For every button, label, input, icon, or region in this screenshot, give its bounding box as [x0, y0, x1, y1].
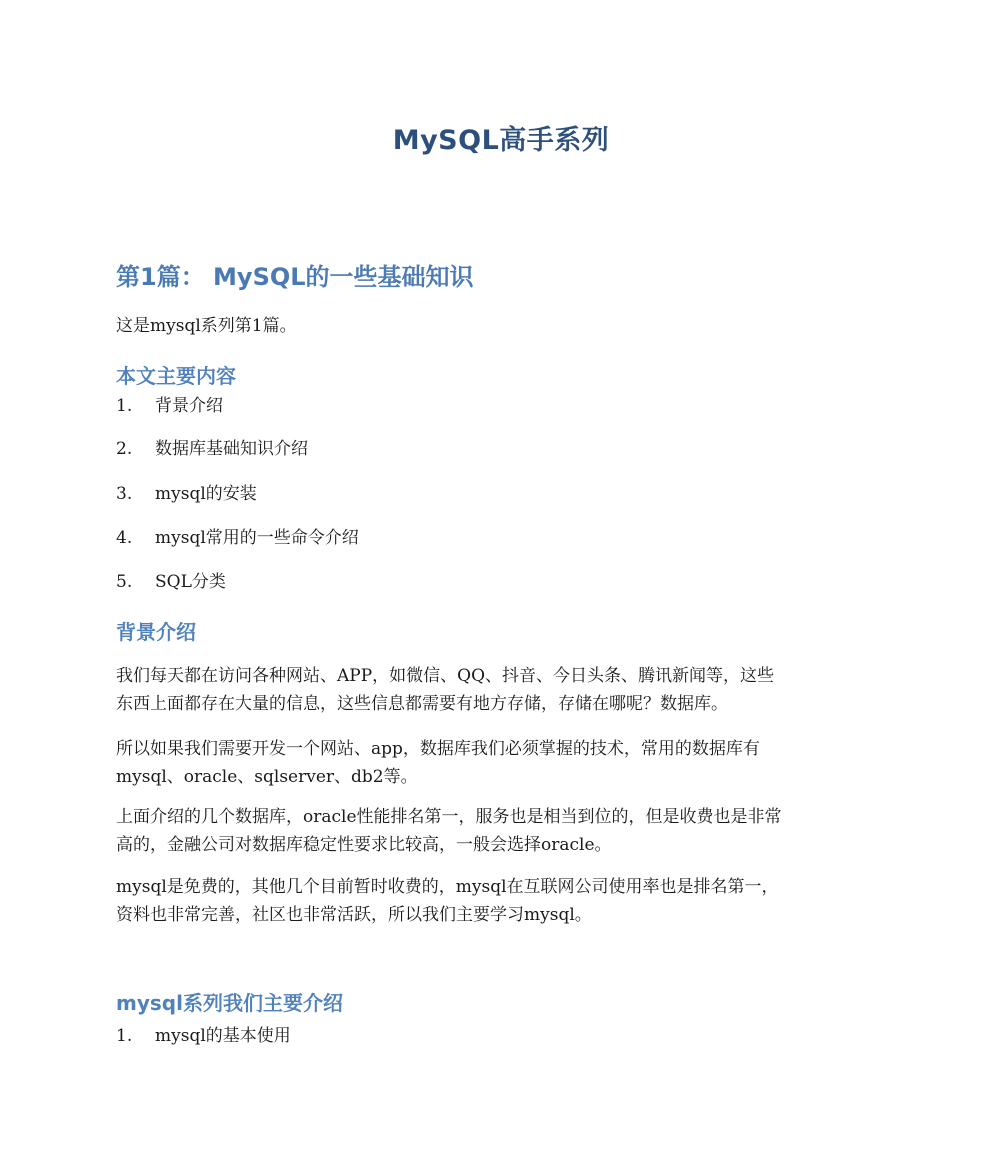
toc-item: [116, 394, 223, 418]
background-paragraph: [116, 803, 896, 859]
list-text: mysql的安装: [155, 484, 257, 504]
list-text: SQL分类: [155, 572, 226, 592]
intro-paragraph: 这是mysql系列第1篇。: [116, 316, 297, 336]
list-number: 1.: [116, 396, 133, 416]
toc-item: [116, 526, 359, 550]
list-text: mysql的基本使用: [155, 1026, 291, 1046]
background-heading: 背景介绍: [116, 620, 196, 644]
list-number: 1.: [116, 1026, 133, 1046]
list-text: 数据库基础知识介绍: [155, 439, 308, 459]
list-number: 4.: [116, 528, 133, 548]
paragraph-line: 所以如果我们需要开发一个网站、app，数据库我们必须掌握的技术，常用的数据库有: [116, 739, 760, 759]
paragraph-line: mysql是免费的，其他几个目前暂时收费的，mysql在互联网公司使用率也是排名第一，: [116, 877, 779, 897]
paragraph-line: 上面介绍的几个数据库，oracle性能排名第一，服务也是相当到位的，但是收费也是非常: [116, 807, 782, 827]
paragraph-line: mysql、oracle、sqlserver、db2等。: [116, 767, 418, 787]
paragraph-line: 高的，金融公司对数据库稳定性要求比较高，一般会选择oracle。: [116, 835, 612, 855]
paragraph-line: 我们每天都在访问各种网站、APP，如微信、QQ、抖音、今日头条、腾讯新闻等，这些: [116, 666, 775, 686]
series-item: [116, 1024, 291, 1048]
list-number: 2.: [116, 439, 133, 459]
list-number: 5.: [116, 572, 133, 592]
background-paragraph: [116, 735, 896, 791]
document-title: MySQL高手系列: [392, 125, 610, 156]
background-paragraph: [116, 873, 896, 929]
toc-item: [116, 437, 308, 461]
background-paragraph: [116, 662, 896, 718]
paragraph-line: 资料也非常完善，社区也非常活跃，所以我们主要学习mysql。: [116, 905, 592, 925]
toc-item: [116, 482, 257, 506]
list-number: 3.: [116, 484, 133, 504]
toc-heading: 本文主要内容: [116, 364, 236, 388]
toc-item: [116, 570, 226, 594]
list-text: mysql常用的一些命令介绍: [155, 528, 359, 548]
chapter-heading: 第1篇： MySQL的一些基础知识: [116, 263, 474, 291]
paragraph-line: 东西上面都存在大量的信息，这些信息都需要有地方存储，存储在哪呢？数据库。: [116, 694, 728, 714]
list-text: 背景介绍: [155, 396, 223, 416]
series-heading: mysql系列我们主要介绍: [116, 991, 343, 1015]
